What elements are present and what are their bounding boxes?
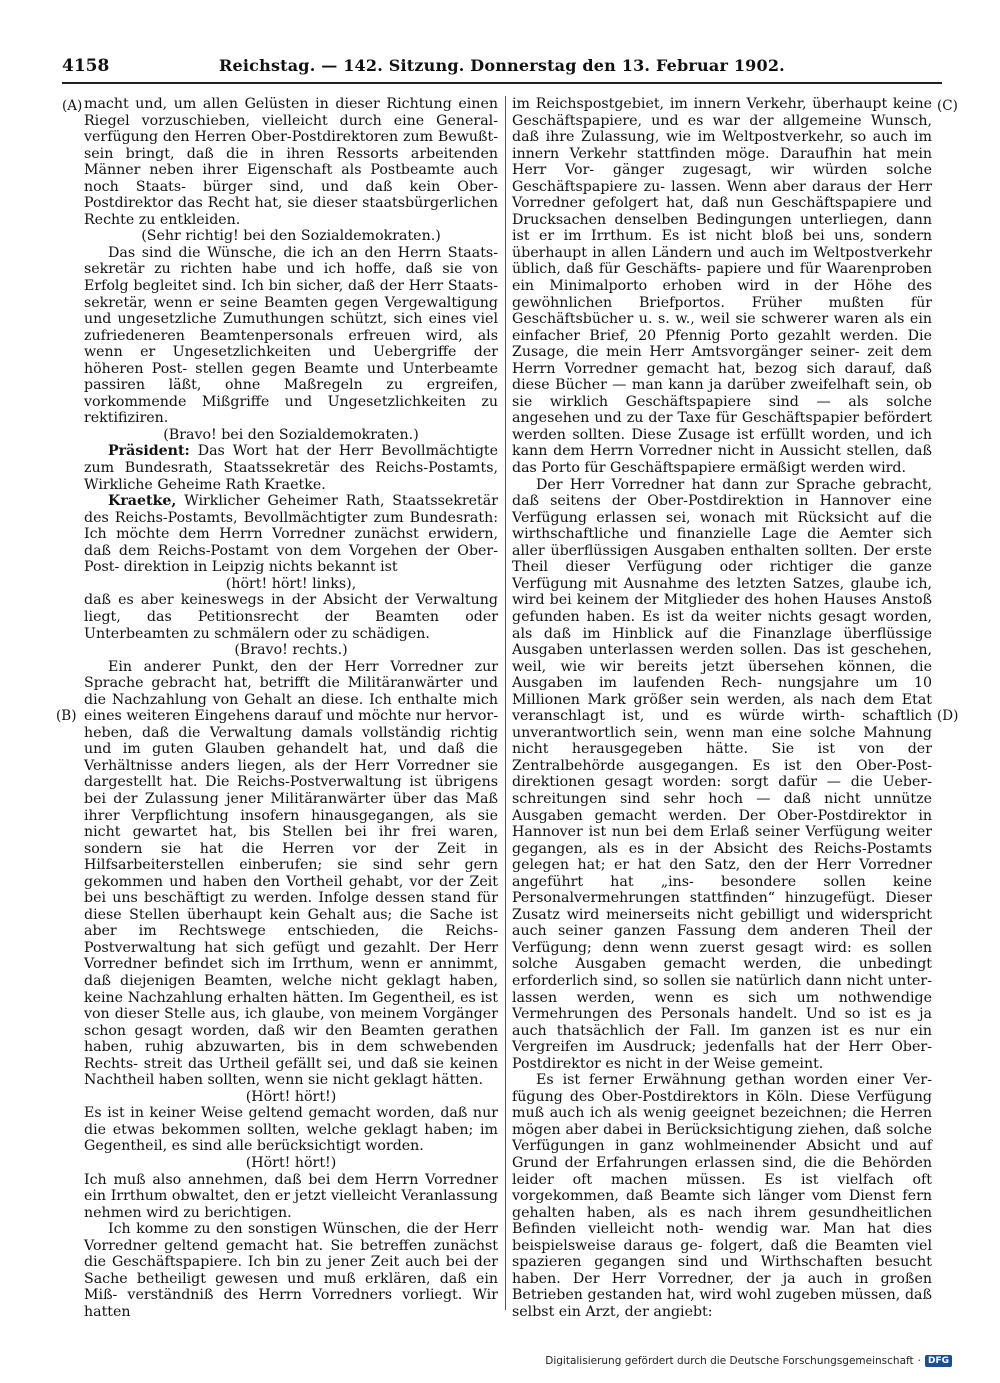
header-rule [62,82,942,84]
margin-mark-d: (D) [937,708,959,724]
paragraph: Es ist ferner Erwähnung gethan worden einer Ver- fügung des Ober-Postdirektors in Köln. Diese Verfügung muß auch ich als wenig geeignet bezeichnen; die Herren mögen aber dabei in Berücksichtigung ziehen, daß solche Verfügungen in ganz wohlmeinender Absicht und auf Grund der Erfahrungen erlassen sind, die die Behörden leider oft machen müssen. Es ist vielfach oft vorgekommen, daß Beamte sich länger vom Dienst fern gehalten haben, als es nach ihrem gesundheitlichen Befinden vielleicht noth- wendig war. Man hat dies beispielsweise daraus ge- folgert, daß die Beamten viel spazieren gegangen sind und Wirthschaften besucht haben. Der Herr Vorredner, der ja auch in großen Betrieben gestanden hat, wird wohl zugeben müssen, daß selbst ein Arzt, der angiebt: [512,1072,932,1320]
paragraph: Ich muß also annehmen, daß bei dem Herrn Vorredner ein Irrthum obwaltet, den er jetzt vielleicht Veranlassung nehmen wird zu berichtigen. [84,1171,498,1221]
right-column [512,96,932,1320]
speaker-name: Präsident: [108,443,190,460]
interjection: (Bravo! rechts.) [234,642,348,659]
paragraph: macht und, um allen Gelüsten in dieser Richtung einen Riegel vorzuschieben, vielleicht durch eine General- verfügung den Herren Ober-Postdirektoren zum Bewußt- sein bringt, daß die in ihren Ressorts arbeitenden Männer neben ihrer Eigenschaft als Postbeamte auch noch Staats- bürger sind, und daß kein Ober-Postdirektor das Recht hat, sie dieser staatsbürgerlichen Rechte zu entkleiden. [84,96,498,228]
paragraph: daß es aber keineswegs in der Absicht der Verwaltung liegt, das Petitionsrecht der Beamten oder Unterbeamten zu schmälern oder zu schädigen. [84,592,498,642]
interjection: (Hört! hört!) [245,1155,337,1171]
paragraph: Der Herr Vorredner hat dann zur Sprache gebracht, daß seitens der Ober-Postdirektion in Hannover eine Verfügung erlassen sei, wonach mit Rücksicht auf die wirthschaftliche und finanzielle Lage die Aemter sich aller überflüssigen Ausgaben enthalten sollten. Der erste Theil dieser Verfügung oder richtiger die ganze Verfügung mit Ausnahme des letzten Satzes, glaube ich, wird bei keinem der Mitglieder des hohen Hauses Anstoß gefunden haben. Es ist da weiter nichts gesagt worden, als daß im Hinblick auf die Finanzlage überflüssige Ausgaben unterlassen werden sollen. Das ist geschehen, weil, wie wir bereits jetzt übersehen können, die Ausgaben im laufenden Rech- nungsjahre um 10 Millionen Mark größer sein werden, als nach dem Etat veranschlagt ist, und es würde wirth- schaftlich unverantwortlich sein, wenn man eine solche Mahnung nicht herausgegeben hätte. Sie ist von der Zentralbehörde ausgegangen. Es ist den Ober-Post- direktionen gesagt worden: sorgt dafür — die Ueber- schreitungen sind sehr hoch — daß nicht unnütze Ausgaben gemacht werden. Der Ober-Postdirektor in Hannover ist nun bei dem Erlaß seiner Verfügung weiter gegangen, als es in der Absicht des Reichs-Postamts gelegen hat; er hat den Satz, den der Herr Vorredner angeführt hat „ins- besondere sollen keine Personalvermehrungen stattfinden“ hinzugefügt. Dieser Zusatz wird meinerseits nicht gebilligt und widerspricht auch seiner ganzen Fassung dem anderen Theil der Verfügung; denn wenn zuerst gesagt wird: es sollen solche Ausgaben gemacht werden, die unbedingt erforderlich sind, so sollen sie natürlich dann nicht unter- lassen werden, wenn es sich um nothwendige Vermehrungen des Personals handelt. Und so ist es ja auch thatsächlich der Fall. Im ganzen ist es nur ein Vergreifen im Ausdruck; jedenfalls hat der Herr Ober-Postdirektor es nicht in der Weise gemeint. [512,476,932,1072]
interjection: (Hört! hört!) [245,1088,337,1105]
speech-text: Das Wort hat der Herr Bevollmächtigte zum Bundesrath, Staatssekretär des Reichs-Postamts, Wirkliche Geheime Rath Kraetke. [84,443,498,493]
paragraph [84,493,498,576]
paragraph: Das sind die Wünsche, die ich an den Herrn Staats- sekretär zu richten habe und ich hoffe, daß sie von Erfolg begleitet sind. Ich bin sicher, daß der Herr Staats- sekretär, wenn er seine Beamten gegen Vergewaltigung und ungesetzliche Zumuthungen schützt, sich eines viel zufriedeneren Beamtenpersonals erfreuen wird, als wenn er Ungesetzlichkeiten und Uebergriffe der höheren Post- stellen gegen Beamte und Unterbeamte passiren läßt, ohne Maßregeln zu ergreifen, vorkommende Mißgriffe und Ungesetzlichkeiten zu rektifiziren. [84,244,498,427]
dfg-logo-icon: DFG [925,1355,952,1367]
margin-mark-b: (B) [56,708,77,724]
paragraph: Ein anderer Punkt, den der Herr Vorredner zur Sprache gebracht hat, betrifft die Militäranwärter und die Nachzahlung von Gehalt an diese. Ich enthalte mich eines weiteren Eingehens darauf und möchte nur hervor- heben, daß die Verwaltung damals vollständig richtig und im guten Glauben gehandelt hat, und daß die Verhältnisse anders liegen, als der Herr Vorredner sie dargestellt hat. Die Reichs-Postverwaltung ist übrigens bei der Zulassung jener Militäranwärter über das Maß ihrer Verpflichtung insofern hinausgegangen, als sie nicht gewartet hat, bis Stellen bei ihr frei waren, sondern sie hat die Herren vor der Zeit in Hilfsarbeiterstellen einberufen; sie sind sehr gern gekommen und haben den Vortheil gehabt, vor der Zeit bei uns beschäftigt zu werden. Infolge dessen stand für diese Stellen überhaupt kein Gehalt aus; die Sache ist aber im Rechtswege entschieden, die Reichs- Postverwaltung hat sich gefügt und gezahlt. Der Herr Vorredner befindet sich im Irrthum, wenn er annimmt, daß diejenigen Beamten, welche nicht geklagt haben, keine Nachzahlung erhalten hätten. Im Gegentheil, es ist von dieser Stelle aus, ich glaube, von meinem Vorgänger schon gesagt worden, daß wir den Beamten gerathen haben, ruhig abzuwarten, bis in dem schwebenden Rechts- streit das Urtheil gefällt sei, und daß sie keinen Nachtheil haben sollten, wenn sie nicht geklagt hätten. [84,658,498,1089]
speech-text: Wirklicher Geheimer Rath, Staatssekretär des Reichs-Postamts, Bevollmächtigter zum Bundesrath: Ich möchte dem Herrn Vorredner zunächst erwidern, daß dem Reichs-Postamt von dem Vorgehen der Ober-Post- direktion in Leipzig nichts bekannt ist [84,493,498,576]
footer-text: Digitalisierung gefördert durch die Deutsche Forschungsgemeinschaft [545,1355,914,1367]
interjection: (Sehr richtig! bei den Sozialdemokraten.) [141,228,441,245]
page-header [62,56,942,82]
paragraph: Es ist in keiner Weise geltend gemacht worden, daß nur die etwas bekommen sollten, welche geklagt haben; im Gegentheil, es sind alle berücksichtigt worden. [84,1105,498,1155]
speaker-name: Kraetke, [108,493,177,510]
page-number: 4158 [62,56,110,76]
margin-mark-c: (C) [937,98,958,114]
footer-credit: Digitalisierung gefördert durch die Deutsche Forschungsgemeinschaft · DFG [545,1355,952,1367]
paragraph [84,443,498,493]
running-title: Reichstag. — 142. Sitzung. Donnerstag den 13. Februar 1902. [219,56,785,75]
left-column [84,96,498,1320]
margin-mark-a: (A) [62,98,83,114]
paragraph: Ich komme zu den sonstigen Wünschen, die der Herr Vorredner geltend gemacht hat. Sie betreffen zunächst die Geschäftspapiere. Ich bin zu jener Zeit auch bei der Sache betheiligt gewesen und muß erklären, daß ein Miß- verständniß des Herrn Vorredners vorliegt. Wir hatten [84,1221,498,1320]
paragraph: im Reichspostgebiet, im innern Verkehr, überhaupt keine Geschäftspapiere, und es war der allgemeine Wunsch, daß ihre Zulassung, wie im Weltpostverkehr, so auch im innern Verkehr stattfinden möge. Daraufhin hat mein Herr Vor- gänger zugesagt, wir würden solche Geschäftspapiere zu- lassen. Wenn aber daraus der Herr Vorredner gefolgert hat, daß nun Geschäftspapiere und Drucksachen denselben Bedingungen unterliegen, dann ist er im Irrthum. Es ist nicht bloß bei uns, sondern überhaupt in allen Ländern und auch im Weltpostverkehr üblich, daß für Geschäfts- papiere und für Waarenproben ein Minimalporto erhoben wird in der Höhe des gewöhnlichen Briefportos. Früher mußten für Geschäftsbücher u. s. w., weil sie schwerer waren als ein einfacher Brief, 20 Pfennig Porto gezahlt werden. Die Zusage, die mein Herr Amtsvorgänger seiner- zeit dem Herrn Vorredner gemacht hat, bezog sich darauf, daß diese Bücher — man kann ja darüber zweifelhaft sein, ob sie wirklich Geschäftspapiere sind — als solche angesehen und zu der Taxe für Geschäftspapier befördert werden sollten. Diese Zusage ist erfüllt worden, und ich kann dem Herrn Vorredner nicht in Aussicht stellen, daß das Porto für Geschäftspapiere ermäßigt werden wird. [512,96,932,477]
column-divider [505,96,506,1310]
interjection: (Bravo! bei den Sozialdemokraten.) [163,426,419,443]
interjection: (hört! hört! links), [225,575,357,592]
